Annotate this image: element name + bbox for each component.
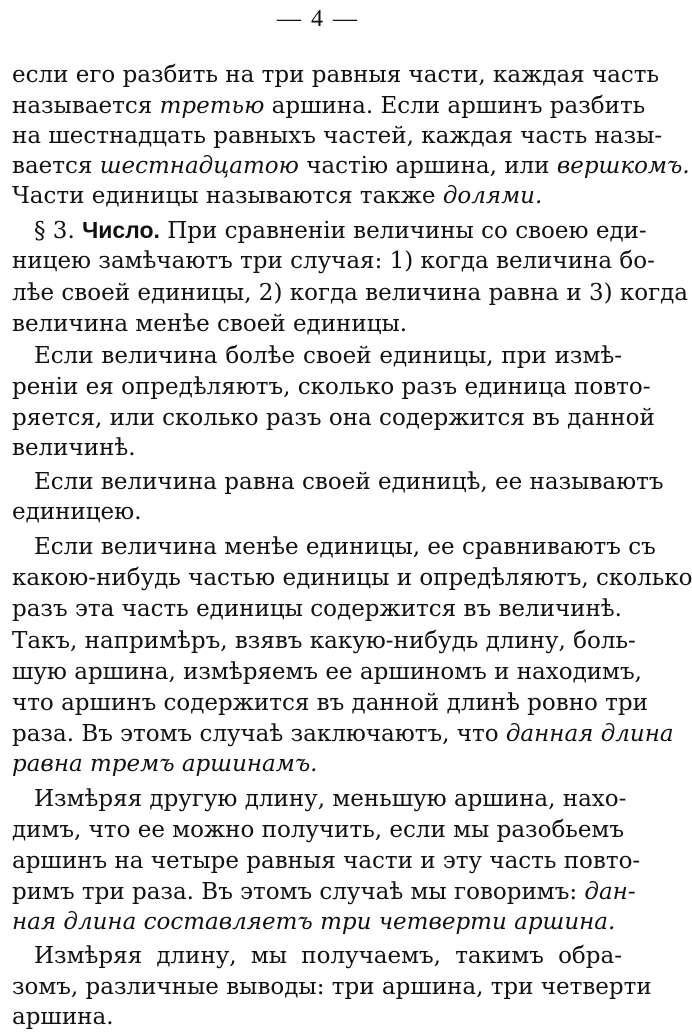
text-line: димъ, что ее можно получить, если мы разобьемъ — [12, 817, 624, 843]
text-line: Части единицы называются также долями. — [12, 183, 543, 209]
text-line: вается шестнадцатою частію аршина, или вершкомъ. — [12, 153, 690, 179]
text-line: раза. Въ этомъ случаѣ заключаютъ, что данная длина — [12, 721, 674, 747]
italic-term: дан- — [584, 879, 636, 905]
section-heading-line: § 3. Число. При сравненіи величины со своею еди- — [34, 217, 647, 244]
text-line: какою-нибудь частью единицы и опредѣляютъ, сколько — [12, 565, 692, 591]
text-line: реніи ея опредѣляютъ, сколько разъ единица повто- — [12, 374, 651, 400]
text-line: величинѣ. — [12, 435, 136, 461]
text-line: ряется, или сколько разъ она содержится въ данной — [12, 405, 655, 431]
text-line: что аршинъ содержится въ данной длинѣ ровно три — [12, 690, 648, 716]
text-line: зомъ, различные выводы: три аршина, три четверти — [12, 974, 652, 1000]
text-line: шую аршина, измѣряемъ ее аршиномъ и находимъ, — [12, 659, 642, 685]
text-line: величина менѣе своей единицы. — [12, 311, 408, 337]
text-line: единицею. — [12, 499, 142, 525]
text-line: разъ эта часть единицы содержится въ величинѣ. — [12, 596, 622, 622]
page-number-header: — 4 — — [277, 6, 359, 32]
italic-term: ная длина составляетъ три четверти аршина. — [12, 909, 616, 935]
text-line: называется третью аршина. Если аршинъ разбить — [12, 93, 646, 119]
italic-term: равна тремъ аршинамъ. — [12, 751, 318, 777]
text-line: Измѣряя другую длину, меньшую аршина, нахо- — [34, 786, 627, 812]
text-line: Такъ, напримѣръ, взявъ какую-нибудь длину, боль- — [12, 628, 636, 654]
italic-term: третью — [159, 93, 265, 119]
text-line: Если величина равна своей единицѣ, ее называютъ — [34, 469, 664, 495]
text-line — [12, 749, 622, 779]
text-line: Если величина болѣе своей единицы, при измѣ- — [34, 343, 622, 369]
italic-term: данная длина — [505, 721, 674, 747]
section-title: Число. — [82, 217, 160, 243]
text-line: если его разбить на три равныя части, каждая часть — [12, 62, 660, 88]
text-line: лѣе своей единицы, 2) когда величина равна и 3) когда — [12, 280, 689, 306]
text-line: Если величина менѣе единицы, ее сравниваютъ съ — [34, 534, 656, 560]
text-line: Измѣряя длину, мы получаемъ, такимъ обра- — [34, 943, 622, 969]
italic-term: шестнадцатою — [99, 153, 299, 179]
text-line: аршина. — [12, 1004, 114, 1030]
text-line: ницею замѣчаютъ три случая: 1) когда величина бо- — [12, 248, 655, 274]
text-line: аршинъ на четыре равныя части и эту часть повто- — [12, 848, 641, 874]
text-line: римъ три раза. Въ этомъ случаѣ мы говоримъ: дан- — [12, 879, 636, 905]
italic-term: долями. — [442, 183, 543, 209]
italic-term: вершкомъ. — [556, 153, 690, 179]
text-line — [12, 907, 622, 937]
text-line: на шестнадцать равныхъ частей, каждая часть назы- — [12, 123, 663, 149]
